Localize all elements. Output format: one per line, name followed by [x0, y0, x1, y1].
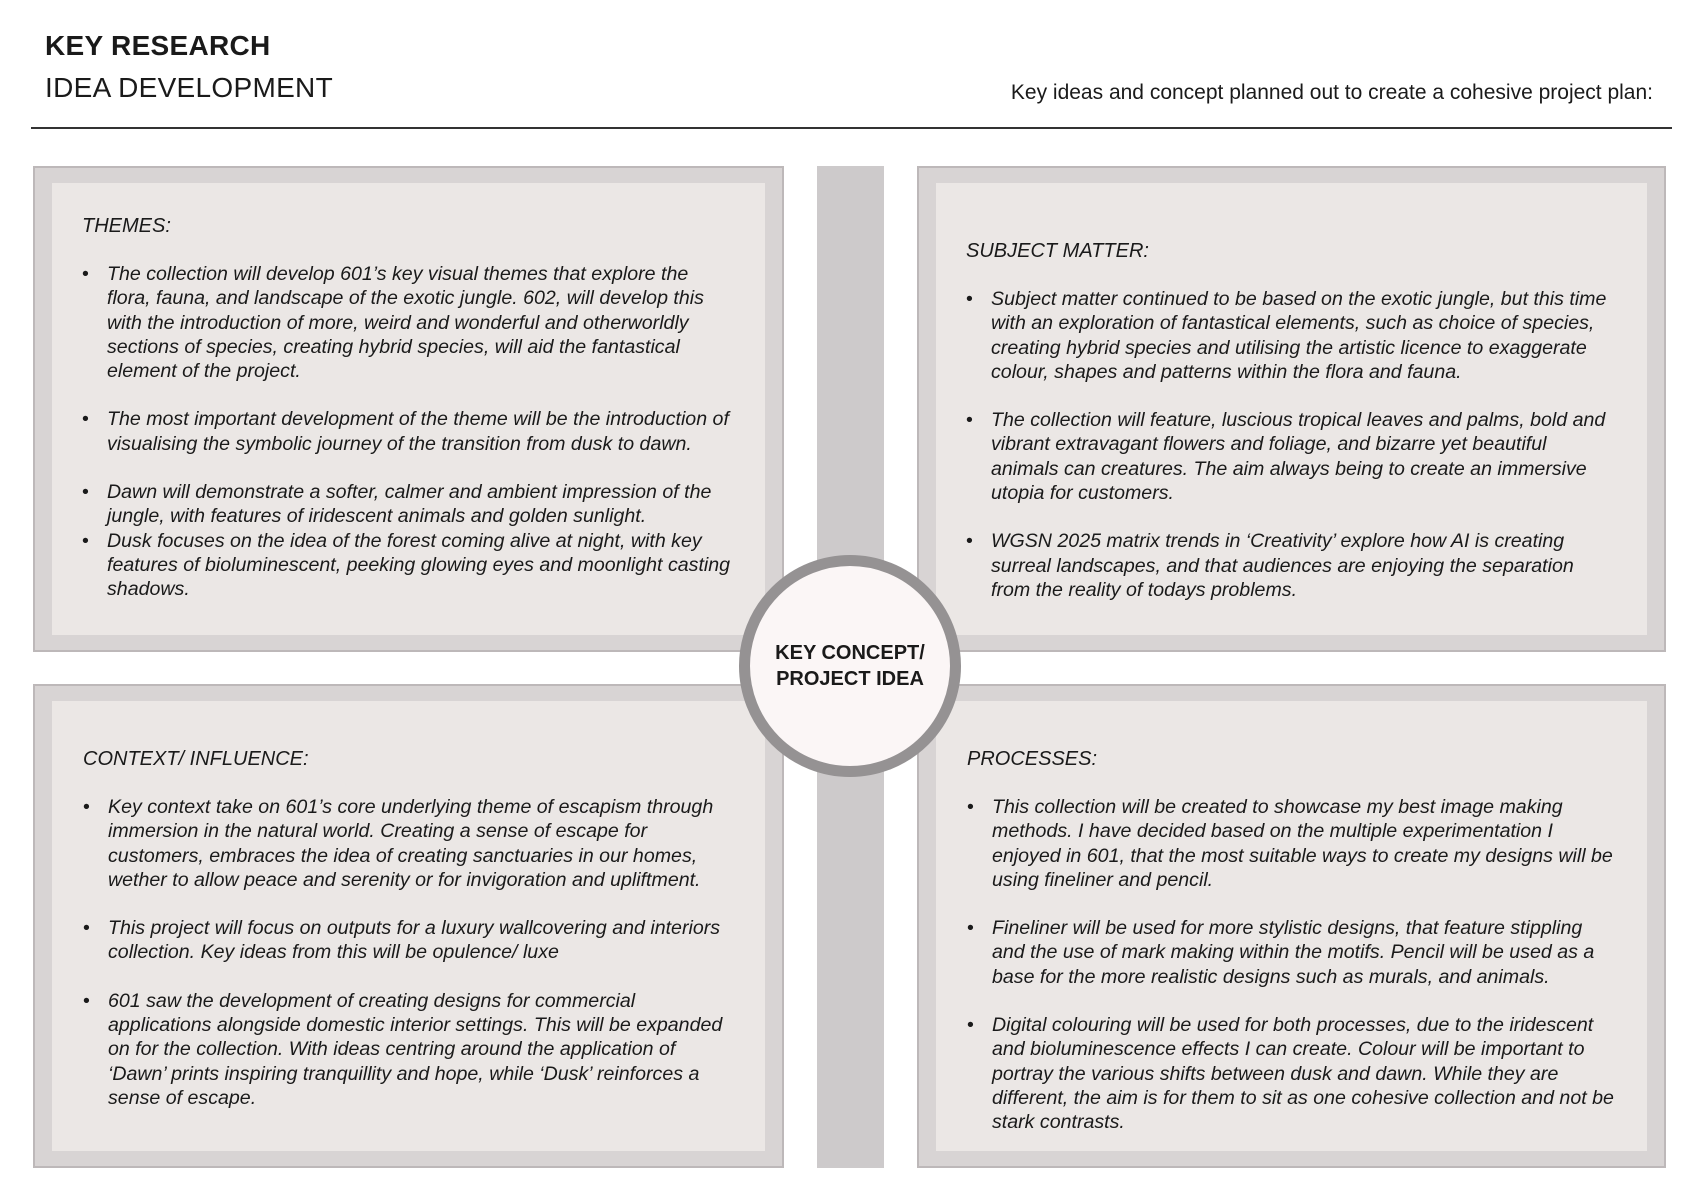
context-influence-panel-body: [52, 701, 765, 1151]
themes-heading: THEMES:: [82, 215, 171, 237]
context-influence-panel: [33, 684, 784, 1168]
page-title: KEY RESEARCH: [45, 30, 271, 61]
key-concept-line-1: KEY CONCEPT/: [775, 642, 925, 664]
list-item: • Dusk focuses on the idea of the forest coming alive at night, with key features of bioluminescent, peeking glowing eyes and moonlight casting shadows.: [82, 529, 735, 602]
context-influence-list: [83, 795, 735, 1110]
header-divider: [31, 127, 1672, 129]
key-concept-circle: [739, 555, 961, 777]
subject-matter-panel: [917, 166, 1666, 652]
list-item: • The collection will develop 601’s key visual themes that explore the flora, fauna, and landscape of the exotic jungle. 602, will develop this with the introduction of more, weird and wonderful and otherworldly sections of species, creating hybrid species, will aid the fantastical element of the project.: [82, 262, 735, 383]
list-item: • Key context take on 601’s core underlying theme of escapism through immersion in the natural world. Creating a sense of escape for customers, embraces the idea of creating sanctuaries in our homes, wether to allow peace and serenity or for invigoration and upliftment.: [83, 795, 735, 892]
list-item: • This collection will be created to showcase my best image making methods. I have decided based on the multiple experimentation I enjoyed in 601, that the most suitable ways to create my designs will be using fineliner and pencil.: [967, 795, 1617, 892]
processes-heading: PROCESSES:: [967, 748, 1098, 770]
processes-list: [967, 795, 1617, 1135]
list-item: • The collection will feature, luscious tropical leaves and palms, bold and vibrant extravagant flowers and foliage, and bizarre yet beautiful animals can creatures. The aim always being to create an immersive utopia for customers.: [966, 408, 1617, 505]
list-item: • 601 saw the development of creating designs for commercial applications alongside domestic interior settings. This will be expanded on for the collection. With ideas centring around the application of ‘Dawn’ prints inspiring tranquillity and hope, while ‘Dusk’ reinforces a sense of escape.: [83, 989, 735, 1110]
list-item: • Digital colouring will be used for both processes, due to the iridescent and bioluminescence effects I can create. Colour will be important to portray the various shifts between dusk and dawn. While they are different, the aim is for them to sit as one cohesive collection and not be stark contrasts.: [967, 1013, 1617, 1134]
subject-matter-panel-body: [936, 183, 1647, 635]
list-item: • Fineliner will be used for more stylistic designs, that feature stippling and the use of mark making within the motifs. Pencil will be used as a base for the more realistic designs such as murals, and animals.: [967, 916, 1617, 989]
key-concept-line-2: PROJECT IDEA: [776, 668, 924, 690]
key-concept-label: [775, 640, 925, 692]
subject-matter-heading: SUBJECT MATTER:: [966, 240, 1149, 262]
page-description: Key ideas and concept planned out to create a cohesive project plan:: [1010, 81, 1653, 104]
page-subtitle: IDEA DEVELOPMENT: [45, 72, 333, 103]
list-item: • WGSN 2025 matrix trends in ‘Creativity’ explore how AI is creating surreal landscapes, and that audiences are enjoying the separation from the reality of todays problems.: [966, 529, 1617, 602]
list-item: • The most important development of the theme will be the introduction of visualising the symbolic journey of the transition from dusk to dawn.: [82, 407, 735, 456]
list-item: • Subject matter continued to be based on the exotic jungle, but this time with an exploration of fantastical elements, such as choice of species, creating hybrid species and utilising the artistic licence to exaggerate colour, shapes and patterns within the flora and fauna.: [966, 287, 1617, 384]
themes-list: [82, 262, 735, 602]
list-item: • Dawn will demonstrate a softer, calmer and ambient impression of the jungle, with features of iridescent animals and golden sunlight.: [82, 480, 735, 529]
subject-matter-list: [966, 287, 1617, 602]
context-influence-heading: CONTEXT/ INFLUENCE:: [83, 748, 309, 770]
list-item: • This project will focus on outputs for a luxury wallcovering and interiors collection. Key ideas from this will be opulence/ luxe: [83, 916, 735, 965]
themes-panel-body: [52, 183, 765, 635]
processes-panel: [917, 684, 1666, 1168]
themes-panel: [33, 166, 784, 652]
processes-panel-body: [936, 701, 1647, 1151]
